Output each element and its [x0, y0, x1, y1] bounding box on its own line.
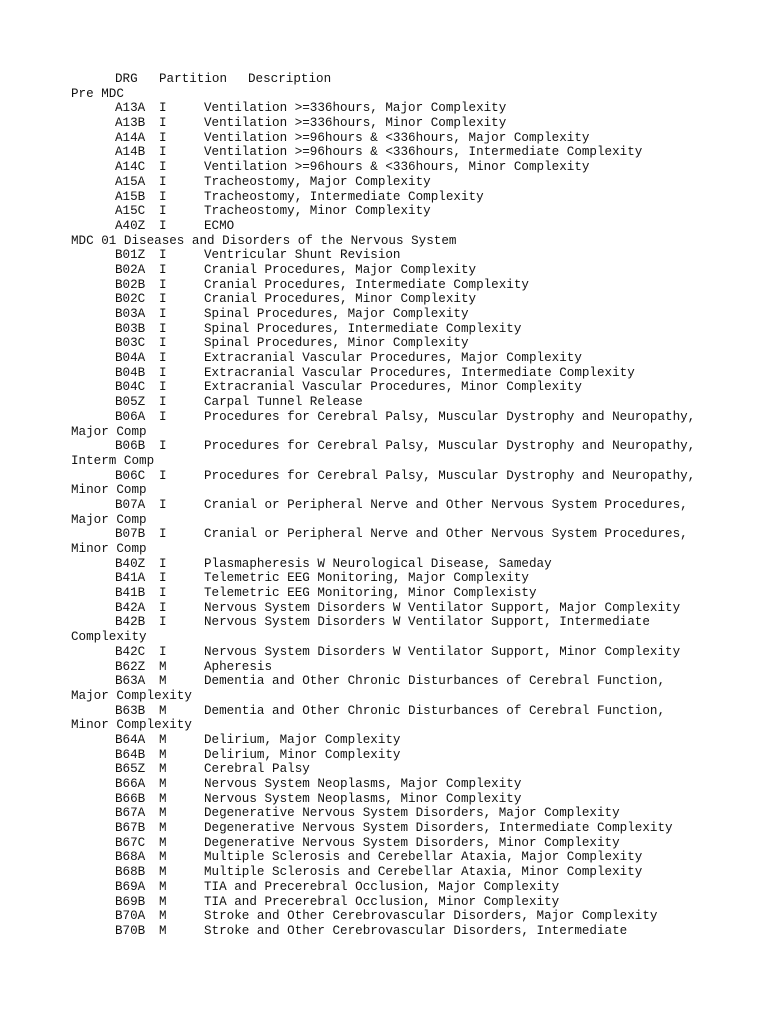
drg-document — [71, 72, 761, 939]
drg-code: B68A — [115, 850, 146, 865]
drg-code: B70B — [115, 923, 146, 938]
drg-code: B06B — [115, 439, 146, 454]
drg-code: B42C — [115, 644, 146, 659]
partition-value: M — [159, 762, 167, 777]
partition-value: I — [159, 160, 167, 175]
drg-code: B42B — [115, 615, 146, 630]
drg-description: Dementia and Other Chronic Disturbances of Cerebral Function, — [204, 703, 666, 718]
drg-description: Degenerative Nervous System Disorders, Major Complexity — [204, 806, 620, 821]
drg-code: A15C — [115, 204, 146, 219]
drg-description: Nervous System Disorders W Ventilator Support, Major Complexity — [204, 600, 681, 615]
drg-description: Stroke and Other Cerebrovascular Disorders, Major Complexity — [204, 909, 658, 924]
partition-value: I — [159, 130, 167, 145]
partition-value: I — [159, 292, 167, 307]
description-continuation: Minor Comp — [71, 483, 147, 498]
partition-value: I — [159, 277, 167, 292]
table-row — [71, 380, 761, 395]
partition-value: I — [159, 174, 167, 189]
drg-code: B67A — [115, 806, 146, 821]
drg-code: B66A — [115, 777, 146, 791]
drg-code: A14A — [115, 130, 146, 145]
drg-code: B68B — [115, 865, 146, 880]
partition-value: M — [159, 659, 167, 674]
drg-code: A14B — [115, 145, 146, 160]
partition-value: I — [159, 395, 167, 410]
drg-description: Carpal Tunnel Release — [204, 395, 363, 410]
table-row — [71, 527, 761, 542]
table-row — [71, 762, 761, 777]
drg-code: B62Z — [115, 659, 146, 674]
drg-code: B64B — [115, 747, 146, 762]
partition-value: I — [159, 468, 167, 483]
drg-description: Telemetric EEG Monitoring, Major Complexity — [204, 571, 529, 586]
drg-code: B65Z — [115, 762, 146, 777]
drg-description: Nervous System Neoplasms, Major Complexity — [204, 777, 522, 791]
description-continuation: Complexity — [71, 630, 147, 645]
drg-code: B02A — [115, 262, 146, 277]
drg-description: Ventilation >=336hours, Minor Complexity — [204, 116, 507, 131]
drg-description: Tracheostomy, Major Complexity — [204, 174, 431, 189]
drg-code: B69A — [115, 879, 146, 894]
drg-code: B03B — [115, 321, 146, 336]
table-row — [71, 263, 761, 278]
description-continuation: Major Comp — [71, 424, 147, 439]
drg-description: Tracheostomy, Minor Complexity — [204, 204, 431, 219]
partition-value: M — [159, 879, 167, 894]
column-header-drg: DRG — [115, 72, 138, 86]
table-row — [71, 792, 761, 807]
description-continuation: Minor Complexity — [71, 718, 192, 733]
drg-code: A15A — [115, 174, 146, 189]
drg-description: Plasmapheresis W Neurological Disease, Sameday — [204, 556, 552, 571]
drg-description: Nervous System Disorders W Ventilator Support, Intermediate — [204, 615, 650, 630]
drg-description: Cranial or Peripheral Nerve and Other Nervous System Procedures, — [204, 497, 688, 512]
partition-value: I — [159, 101, 167, 116]
partition-value: I — [159, 321, 167, 336]
drg-code: B70A — [115, 909, 146, 924]
drg-description: Spinal Procedures, Major Complexity — [204, 307, 469, 321]
table-row — [71, 351, 761, 366]
partition-value: I — [159, 571, 167, 586]
table-row — [71, 116, 761, 131]
drg-code: B03C — [115, 336, 146, 351]
table-row — [71, 660, 761, 675]
drg-code: B67B — [115, 821, 146, 836]
table-row — [71, 777, 761, 792]
table-row — [71, 924, 761, 939]
table-row — [71, 204, 761, 219]
partition-value: M — [159, 909, 167, 924]
table-row — [71, 498, 761, 513]
table-row — [71, 322, 761, 337]
drg-code: A14C — [115, 160, 146, 175]
drg-description: Spinal Procedures, Minor Complexity — [204, 336, 469, 351]
drg-code: B03A — [115, 307, 146, 321]
table-row — [71, 586, 761, 601]
drg-code: B42A — [115, 600, 146, 615]
column-header-partition: Partition — [159, 72, 228, 86]
table-row — [71, 101, 761, 116]
drg-code: B02C — [115, 292, 146, 307]
table-row — [71, 601, 761, 616]
description-continuation: Minor Comp — [71, 542, 147, 556]
drg-code: B07A — [115, 497, 146, 512]
partition-value: M — [159, 923, 167, 938]
drg-description: Nervous System Neoplasms, Minor Complexity — [204, 791, 522, 806]
drg-description: Stroke and Other Cerebrovascular Disorders, Intermediate — [204, 923, 628, 938]
column-header-row — [71, 72, 761, 87]
partition-value: M — [159, 703, 167, 718]
drg-code: B02B — [115, 277, 146, 292]
drg-description: Delirium, Minor Complexity — [204, 747, 401, 762]
drg-description: Dementia and Other Chronic Disturbances of Cerebral Function, — [204, 674, 666, 689]
partition-value: M — [159, 835, 167, 850]
partition-value: I — [159, 497, 167, 512]
table-row — [71, 880, 761, 895]
partition-value: I — [159, 204, 167, 219]
drg-code: B40Z — [115, 556, 146, 571]
table-row — [71, 366, 761, 381]
drg-description: Apheresis — [204, 659, 273, 674]
drg-code: B63A — [115, 674, 146, 689]
drg-description: Spinal Procedures, Intermediate Complexity — [204, 321, 522, 336]
drg-description: Extracranial Vascular Procedures, Intermediate Complexity — [204, 365, 635, 380]
partition-value: I — [159, 307, 167, 321]
drg-description: TIA and Precerebral Occlusion, Minor Complexity — [204, 894, 560, 909]
table-row — [71, 748, 761, 763]
partition-value: M — [159, 821, 167, 836]
drg-code: B67C — [115, 835, 146, 850]
drg-description: Cranial Procedures, Minor Complexity — [204, 292, 477, 307]
table-row — [71, 836, 761, 851]
partition-value: I — [159, 586, 167, 601]
drg-description: Cranial Procedures, Major Complexity — [204, 262, 477, 277]
partition-value: I — [159, 218, 167, 233]
partition-value: I — [159, 409, 167, 424]
partition-value: M — [159, 894, 167, 909]
table-row — [71, 395, 761, 410]
table-row — [71, 469, 761, 484]
drg-description: Cerebral Palsy — [204, 762, 310, 777]
partition-value: I — [159, 336, 167, 351]
drg-code: B01Z — [115, 248, 146, 263]
drg-description: Extracranial Vascular Procedures, Minor Complexity — [204, 380, 582, 395]
table-row — [71, 292, 761, 307]
description-continuation: Major Comp — [71, 512, 147, 527]
drg-description: Procedures for Cerebral Palsy, Muscular Dystrophy and Neuropathy, — [204, 468, 696, 483]
drg-code: B04A — [115, 351, 146, 366]
table-row — [71, 895, 761, 910]
table-row — [71, 160, 761, 175]
partition-value: I — [159, 116, 167, 131]
partition-value: M — [159, 747, 167, 762]
drg-code: A13A — [115, 101, 146, 116]
partition-value: I — [159, 600, 167, 615]
table-row — [71, 645, 761, 660]
drg-list — [71, 87, 761, 939]
table-row — [71, 557, 761, 572]
drg-description: Ventricular Shunt Revision — [204, 248, 401, 263]
partition-value: I — [159, 556, 167, 571]
section-heading: Pre MDC — [71, 86, 124, 101]
drg-code: B05Z — [115, 395, 146, 410]
drg-description: Tracheostomy, Intermediate Complexity — [204, 189, 484, 204]
partition-value: I — [159, 380, 167, 395]
drg-code: B06A — [115, 409, 146, 424]
table-row — [71, 278, 761, 293]
partition-value: I — [159, 262, 167, 277]
drg-code: A40Z — [115, 218, 146, 233]
drg-code: B41B — [115, 586, 146, 601]
partition-value: I — [159, 248, 167, 263]
drg-description: Delirium, Major Complexity — [204, 732, 401, 747]
drg-description: Multiple Sclerosis and Cerebellar Ataxia, Minor Complexity — [204, 865, 643, 880]
drg-description: Telemetric EEG Monitoring, Minor Complexisty — [204, 586, 537, 601]
partition-value: M — [159, 806, 167, 821]
drg-description: Degenerative Nervous System Disorders, Minor Complexity — [204, 835, 620, 850]
partition-value: I — [159, 145, 167, 160]
drg-description: TIA and Precerebral Occlusion, Major Complexity — [204, 879, 560, 894]
partition-value: M — [159, 777, 167, 791]
partition-value: M — [159, 850, 167, 865]
partition-value: I — [159, 527, 167, 542]
table-row — [71, 704, 761, 719]
table-row — [71, 571, 761, 586]
table-row — [71, 733, 761, 748]
table-row — [71, 145, 761, 160]
drg-code: B07B — [115, 527, 146, 542]
table-row — [71, 674, 761, 689]
partition-value: I — [159, 615, 167, 630]
table-row — [71, 865, 761, 880]
table-row — [71, 175, 761, 190]
drg-code: B63B — [115, 703, 146, 718]
drg-description: Multiple Sclerosis and Cerebellar Ataxia, Major Complexity — [204, 850, 643, 865]
partition-value: M — [159, 865, 167, 880]
table-row — [71, 909, 761, 924]
partition-value: I — [159, 365, 167, 380]
table-row — [71, 307, 761, 322]
drg-code: B41A — [115, 571, 146, 586]
partition-value: M — [159, 791, 167, 806]
column-header-description: Description — [248, 72, 332, 86]
table-row — [71, 439, 761, 454]
drg-code: A15B — [115, 189, 146, 204]
drg-description: Cranial or Peripheral Nerve and Other Nervous System Procedures, — [204, 527, 688, 542]
table-row — [71, 219, 761, 234]
drg-description: Ventilation >=96hours & <336hours, Intermediate Complexity — [204, 145, 643, 160]
description-continuation: Interm Comp — [71, 453, 155, 468]
description-continuation: Major Complexity — [71, 688, 192, 703]
drg-description: Procedures for Cerebral Palsy, Muscular Dystrophy and Neuropathy, — [204, 409, 696, 424]
table-row — [71, 248, 761, 263]
drg-description: ECMO — [204, 218, 235, 233]
drg-description: Ventilation >=96hours & <336hours, Minor Complexity — [204, 160, 590, 175]
section-heading: MDC 01 Diseases and Disorders of the Nervous System — [71, 233, 457, 248]
drg-description: Ventilation >=96hours & <336hours, Major Complexity — [204, 130, 590, 145]
drg-description: Extracranial Vascular Procedures, Major Complexity — [204, 351, 582, 366]
table-row — [71, 410, 761, 425]
drg-code: B64A — [115, 732, 146, 747]
table-row — [71, 190, 761, 205]
drg-code: B06C — [115, 468, 146, 483]
drg-description: Nervous System Disorders W Ventilator Support, Minor Complexity — [204, 644, 681, 659]
drg-description: Cranial Procedures, Intermediate Complexity — [204, 277, 529, 292]
table-row — [71, 821, 761, 836]
partition-value: I — [159, 351, 167, 366]
partition-value: M — [159, 732, 167, 747]
table-row — [71, 850, 761, 865]
partition-value: M — [159, 674, 167, 689]
drg-description: Procedures for Cerebral Palsy, Muscular Dystrophy and Neuropathy, — [204, 439, 696, 454]
table-row — [71, 615, 761, 630]
partition-value: I — [159, 189, 167, 204]
drg-description: Ventilation >=336hours, Major Complexity — [204, 101, 507, 116]
drg-code: B04B — [115, 365, 146, 380]
partition-value: I — [159, 644, 167, 659]
table-row — [71, 806, 761, 821]
partition-value: I — [159, 439, 167, 454]
drg-code: A13B — [115, 116, 146, 131]
drg-code: B69B — [115, 894, 146, 909]
drg-code: B04C — [115, 380, 146, 395]
table-row — [71, 131, 761, 146]
drg-description: Degenerative Nervous System Disorders, Intermediate Complexity — [204, 821, 673, 836]
table-row — [71, 336, 761, 351]
drg-code: B66B — [115, 791, 146, 806]
